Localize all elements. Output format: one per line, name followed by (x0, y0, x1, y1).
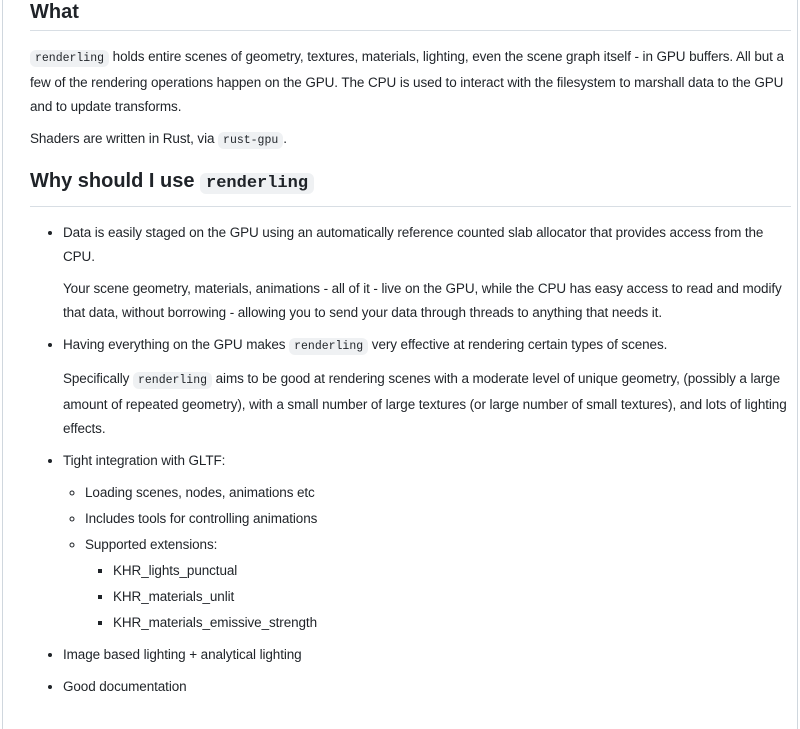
documentation-text: • Good documentation (63, 679, 187, 694)
gpu-specifically-text-2: aims to be good at rendering scenes with a moderate level of unique geometry, (possibly a large amount of repeated geometry), with a small number of large textures (or large number of small textures), and lots of lighting effects. (63, 371, 787, 436)
gltf-tools-text: ◦ Includes tools for controlling animations (85, 511, 318, 526)
gpu-effective-text-1: Having everything on the GPU makes (63, 337, 290, 352)
heading-what-text: What (30, 1, 79, 23)
what-paragraph-1 (30, 45, 791, 119)
what-paragraph-2-period: . (283, 131, 287, 146)
gltf-extensions-text: ◦ Supported extensions: (85, 537, 218, 552)
extensions-sublist (85, 559, 791, 635)
heading-why-code: renderling (200, 173, 314, 194)
list-item-staging (63, 221, 791, 325)
gpu-effective-paragraph-1 (63, 333, 791, 359)
gltf-paragraph: • Tight integration with GLTF: (63, 453, 226, 468)
gltf-loading-text: ◦ Loading scenes, nodes, animations etc (85, 485, 315, 500)
extension-khr-materials-emissive-strength: ▪ KHR_materials_emissive_strength (113, 615, 317, 630)
heading-why-text: Why should I use (30, 170, 201, 192)
gltf-sublist-item-loading (85, 481, 791, 505)
inline-code-renderling: renderling (30, 50, 109, 67)
what-paragraph-2-text: Shaders are written in Rust, via (30, 131, 219, 146)
section-heading-why (30, 169, 791, 207)
extension-item (113, 611, 791, 635)
lighting-text: • Image based lighting + analytical lighting (63, 647, 302, 662)
list-item-gpu-effective (63, 333, 791, 441)
readme-container (2, 0, 798, 729)
gltf-sublist (63, 481, 791, 635)
benefits-list (30, 221, 791, 699)
extension-khr-materials-unlit: ▪ KHR_materials_unlit (113, 589, 235, 604)
extension-item (113, 559, 791, 583)
section-heading-what (30, 0, 791, 31)
list-item-lighting (63, 643, 791, 667)
extension-item (113, 585, 791, 609)
inline-code-renderling: renderling (289, 338, 368, 355)
list-item-gltf (63, 449, 791, 635)
inline-code-rust-gpu: rust-gpu (218, 132, 283, 149)
list-item-documentation (63, 675, 791, 699)
what-paragraph-1-text: holds entire scenes of geometry, textures, materials, lighting, even the scene graph itself - in GPU buffers. All but a few of the rendering operations happen on the GPU. The CPU is used to interact with the filesystem to marshall data to the GPU and to update transforms. (30, 49, 784, 114)
inline-code-renderling: renderling (133, 372, 212, 389)
gltf-sublist-item-tools (85, 507, 791, 531)
what-paragraph-2 (30, 127, 791, 153)
staging-paragraph-2: Your scene geometry, materials, animations - all of it - live on the GPU, while the CPU has easy access to read and modify that data, without borrowing - allowing you to send your data through threads to anything that needs it. (63, 281, 782, 320)
gpu-effective-text-2: very effective at rendering certain types of scenes. (368, 337, 668, 352)
gltf-sublist-item-extensions (85, 533, 791, 635)
gpu-specifically-text-1: Specifically (63, 371, 133, 386)
gpu-effective-paragraph-2 (63, 367, 791, 441)
extension-khr-lights-punctual: ▪ KHR_lights_punctual (113, 563, 238, 578)
staging-paragraph-1: • Data is easily staged on the GPU using an automatically reference counted slab allocator that provides access from the CPU. (63, 225, 764, 264)
